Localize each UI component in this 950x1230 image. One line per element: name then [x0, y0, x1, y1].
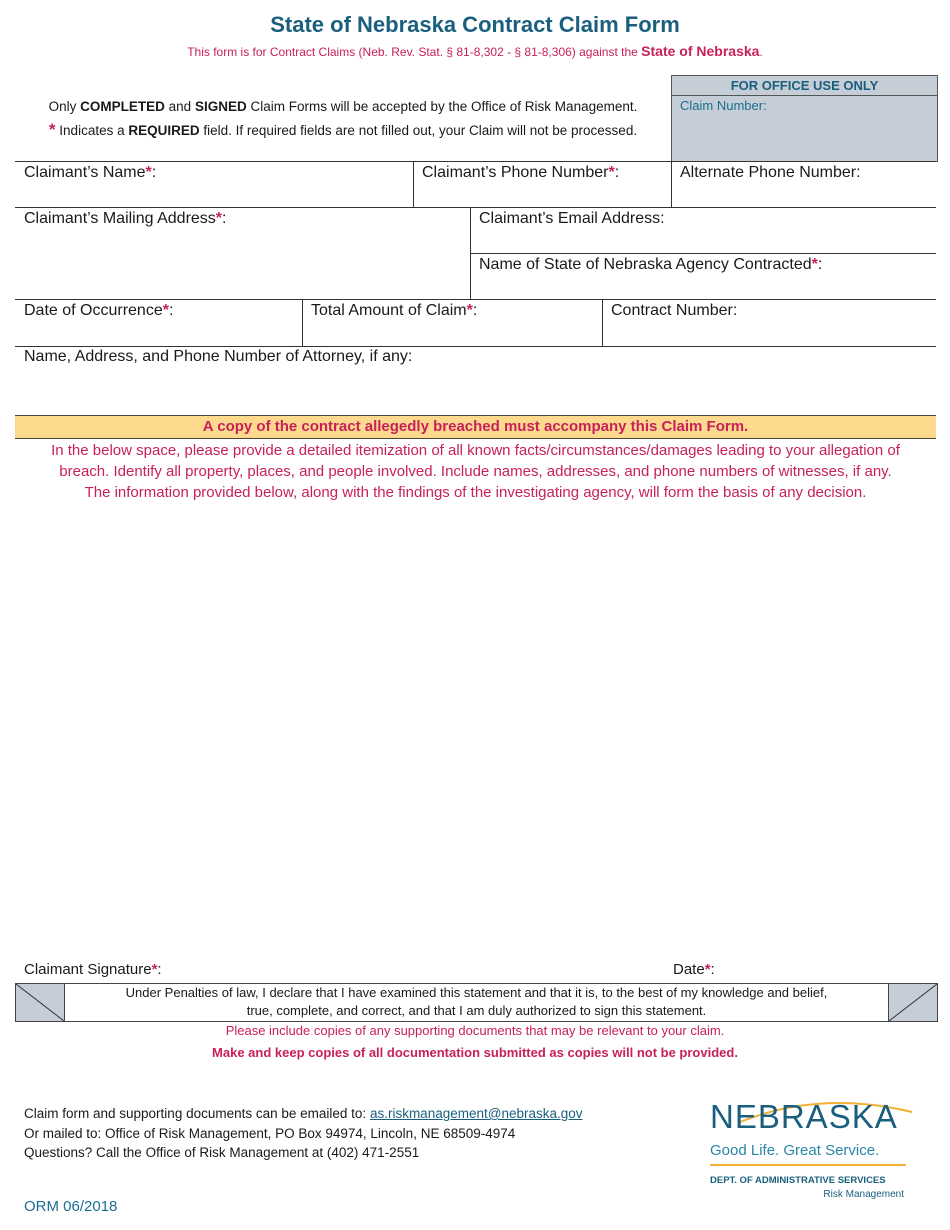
signature-field[interactable]: Claimant Signature*: [24, 961, 162, 978]
claimant-phone-field[interactable]: Claimant’s Phone Number*: [422, 164, 620, 181]
instructions-line-2: breach. Identify all property, places, and people involved. Include names, addresses, and phone numbers of witnesses, if any. [59, 463, 892, 480]
mailing-address-field[interactable]: Claimant’s Mailing Address*: [24, 210, 227, 227]
attorney-field[interactable]: Name, Address, and Phone Number of Attorney, if any: [24, 348, 413, 365]
required-star-icon: * [466, 302, 473, 319]
keep-copies-note: Make and keep copies of all documentation submitted as copies will not be provided. [212, 1045, 738, 1060]
date-of-occurrence-field[interactable]: Date of Occurrence*: [24, 302, 174, 319]
right-corner-icon [889, 984, 937, 1021]
form-title: State of Nebraska Contract Claim Form [270, 12, 680, 37]
required-star-icon: * [48, 120, 56, 139]
claimant-name-field[interactable]: Claimant’s Name*: [24, 164, 157, 181]
agency-contracted-field[interactable]: Name of State of Nebraska Agency Contracted*: [479, 256, 823, 273]
row3-bottom-line [15, 346, 936, 347]
declaration-line-2: true, complete, and correct, and that I am duly authorized to sign this statement. [246, 1003, 707, 1018]
subtitle-suffix: . [759, 45, 763, 59]
required-star-icon: * [811, 256, 818, 273]
supporting-docs-note: Please include copies of any supporting documents that may be relevant to your claim. [225, 1023, 725, 1038]
row2-mid-line [470, 253, 936, 254]
alternate-phone-field[interactable]: Alternate Phone Number: [680, 164, 861, 181]
date-field[interactable]: Date*: [673, 961, 715, 978]
declaration-line-1: Under Penalties of law, I declare that I have examined this statement and that it is, to the best of my knowledge and belief, [125, 985, 828, 1000]
left-corner-icon [16, 984, 64, 1021]
contract-copy-banner: A copy of the contract allegedly breached must accompany this Claim Form. [15, 415, 936, 439]
total-amount-field[interactable]: Total Amount of Claim*: [311, 302, 478, 319]
office-use-heading: FOR OFFICE USE ONLY [672, 76, 937, 96]
required-star-icon: * [704, 961, 711, 978]
required-star-icon: * [215, 210, 223, 227]
subtitle-bold: State of Nebraska [641, 43, 760, 59]
intro-line-2: * Indicates a REQUIRED field. If required fields are not filled out, your Claim will not be processed. [48, 120, 638, 139]
logo-wordmark: NEBRASKA [710, 1098, 898, 1135]
logo-division: Risk Management [823, 1189, 904, 1200]
instructions [15, 440, 936, 503]
row2-bottom-line [15, 299, 936, 300]
declaration-text [64, 984, 889, 1021]
contact-email-line: Claim form and supporting documents can be emailed to: as.riskmanagement@nebraska.gov [24, 1106, 583, 1121]
row3-divider-a [302, 299, 303, 346]
form-subtitle [0, 43, 950, 59]
row1-divider-b [671, 161, 672, 207]
email-address-field[interactable]: Claimant’s Email Address: [479, 210, 665, 227]
required-star-icon: * [608, 164, 615, 181]
contact-mail-line: Or mailed to: Office of Risk Management, PO Box 94974, Lincoln, NE 68509-4974 [24, 1125, 516, 1141]
required-star-icon: * [162, 302, 169, 319]
email-link[interactable]: as.riskmanagement@nebraska.gov [369, 1106, 583, 1121]
instructions-line-1: In the below space, please provide a detailed itemization of all known facts/circumstances/damages leading to your allegation of [51, 442, 900, 459]
logo-dept: DEPT. OF ADMINISTRATIVE SERVICES [710, 1175, 886, 1186]
required-star-icon: * [151, 961, 158, 978]
contact-info [24, 1104, 583, 1163]
row3-divider-b [602, 299, 603, 346]
subtitle-text: This form is for Contract Claims (Neb. Rev. Stat. § 81-8,302 - § 81-8,306) against the [187, 45, 642, 59]
row2-divider [470, 207, 471, 299]
nebraska-logo [700, 1092, 920, 1202]
nebraska-logo-graphic [700, 1092, 920, 1202]
form-code: ORM 06/2018 [24, 1198, 118, 1215]
office-use-box [671, 75, 938, 162]
required-star-icon: * [145, 164, 152, 181]
claim-number-label: Claim Number: [680, 98, 767, 113]
instructions-line-3: The information provided below, along with the findings of the investigating agency, will form the basis of any decision. [84, 484, 867, 501]
narrative-area[interactable] [15, 505, 936, 955]
row1-bottom-line [15, 207, 936, 208]
row1-divider-a [413, 161, 414, 207]
row1-top-line [15, 161, 936, 162]
declaration-box [15, 983, 938, 1022]
intro-text [15, 95, 671, 142]
contract-number-field[interactable]: Contract Number: [611, 302, 738, 319]
intro-line-1: Only COMPLETED and SIGNED Claim Forms will be accepted by the Office of Risk Management. [48, 99, 638, 114]
contact-questions-line: Questions? Call the Office of Risk Management at (402) 471-2551 [24, 1145, 420, 1160]
logo-tagline: Good Life. Great Service. [710, 1142, 880, 1159]
